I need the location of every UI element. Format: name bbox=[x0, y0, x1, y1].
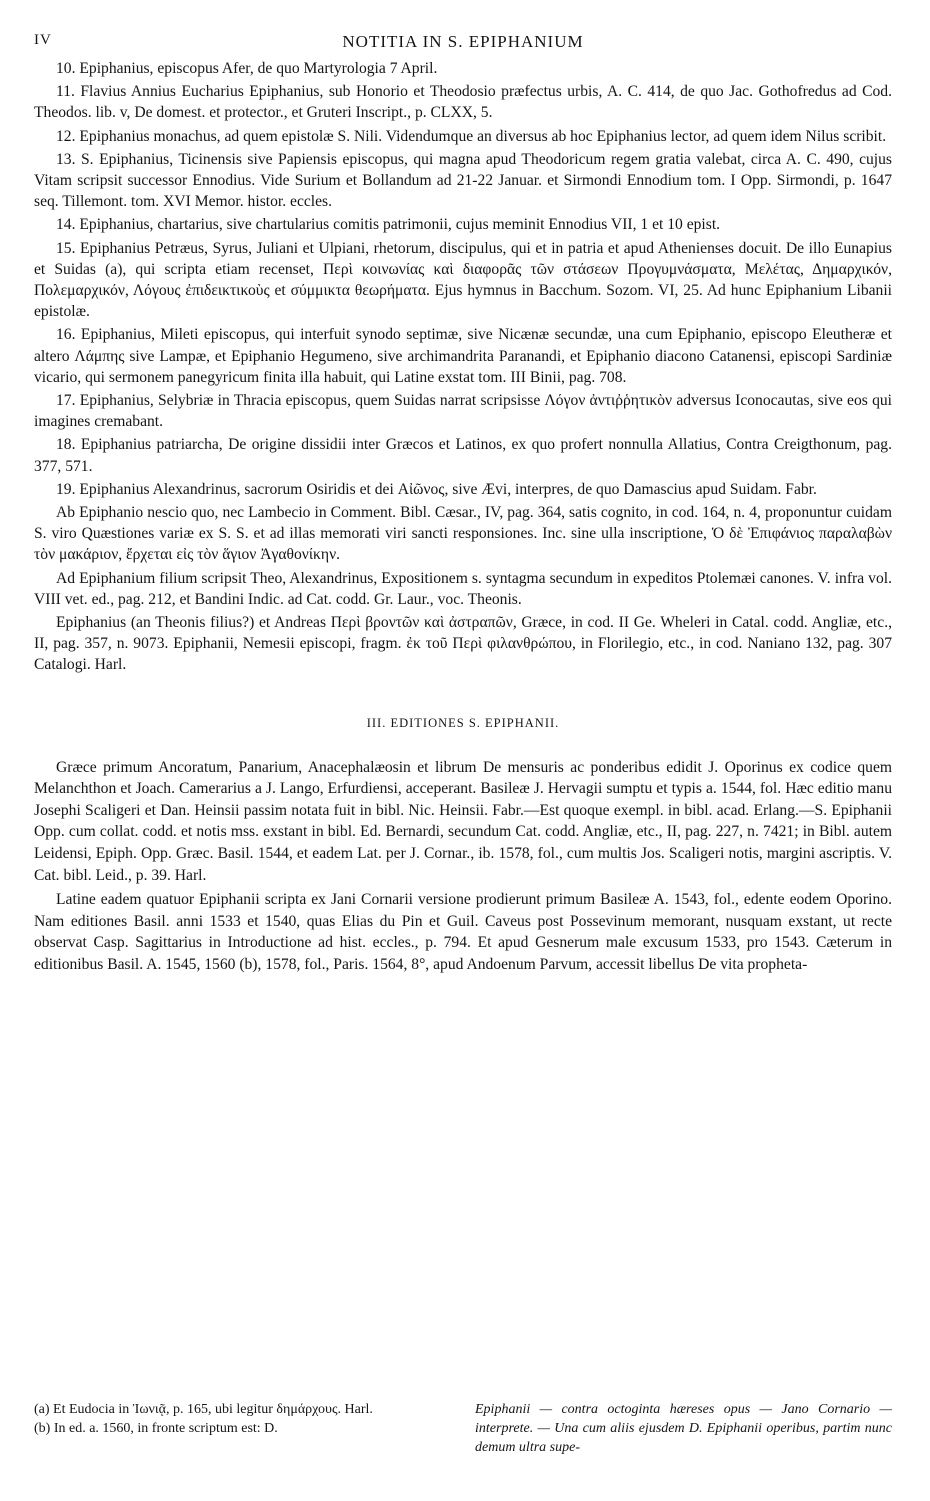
entry-15: 15. Epiphanius Petræus, Syrus, Juliani et Ulpiani, rhetorum, discipulus, qui et in patria et apud Athenienses docuit. De illo Eunapius et Suidas (a), qui scripta etiam recenset, Περὶ κοινωνίας καὶ διαφορᾶς τῶν στάσεων Προγυμνάσματα, Μελέτας, Δημαρχικόν, Πολεμαρχικόν, Λόγους ἐπιδεικτικοὺς et σύμμικτα θεωρήματα. Ejus hymnus in Bacchum. Sozom. VI, 25. Ad hunc Epiphanium Libanii epistolæ. bbox=[34, 239, 892, 321]
page-number: IV bbox=[34, 32, 52, 48]
entry-12: 12. Epiphanius monachus, ad quem epistolæ S. Nili. Videndumque an diversus ab hoc Epiphanius lector, ad quem idem Nilus scribit. bbox=[56, 127, 887, 145]
entry-17: 17. Epiphanius, Selybriæ in Thracia episcopus, quem Suidas narrat scripsisse Λόγον ἀντιῤῥητικὸν adversus Iconocautas, sive eos qui imagines cremabant. bbox=[34, 392, 892, 431]
entry-14: 14. Epiphanius, chartarius, sive chartularius comitis patrimonii, cujus meminit Ennodius VII, 1 et 10 epist. bbox=[56, 216, 721, 234]
entry-19: 19. Epiphanius Alexandrinus, sacrorum Osiridis et dei Αἰῶνος, sive Ævi, interpres, de quo Damascius apud Suidam. Fabr. bbox=[56, 480, 817, 498]
note-lambecius: Ab Epiphanio nescio quo, nec Lambecio in Comment. Bibl. Cæsar., IV, pag. 364, satis cognito, in cod. 164, n. 4, proponuntur cuidam S. viro Quæstiones variæ ex S. S. et ad illas memorati viri sancti responsiones. Inc. sine ulla inscriptione, Ὁ δὲ Ἐπιφάνιος παραλαβὼν τὸν μακάριον, ἔρχεται εἰς τὸν ἅγιον Ἀγαθονίκην. bbox=[34, 504, 892, 564]
footnotes bbox=[34, 1400, 892, 1457]
entry-11: 11. Flavius Annius Eucharius Epiphanius, sub Honorio et Theodosio præfectus urbis, A. C. 414, de quo Jac. Gothofredus ad Cod. Theodos. lib. v, De domest. et protector., et Gruteri Inscript., p. CLXX, 5. bbox=[34, 83, 892, 122]
editions-section bbox=[34, 757, 892, 976]
footnote-b: (b) In ed. a. 1560, in fronte scriptum est: D. bbox=[34, 1421, 278, 1436]
page bbox=[34, 28, 892, 979]
entry-10: 10. Epiphanius, episcopus Afer, de quo Martyrologia 7 April. bbox=[56, 60, 438, 77]
section-heading: III. EDITIONES S. EPIPHANII. bbox=[366, 715, 560, 730]
entry-13: 13. S. Epiphanius, Ticinensis sive Papiensis episcopus, qui magna apud Theodoricum regem gratia valebat, circa A. C. 490, cujus Vitam scripsit successor Ennodius. Vide Surium et Bollandum ad 21-22 Januar. et Sirmondi Ennodium tom. I Opp. Sirmondi, p. 1647 seq. Tillemont. tom. XVI Memor. histor. eccles. bbox=[34, 150, 892, 211]
footnote-a: (a) Et Eudocia in Ἰωνιᾷ, p. 165, ubi legitur δημάρχους. Harl. bbox=[34, 1402, 373, 1417]
editions-paragraph-greek: Græce primum Ancoratum, Panarium, Anacephalæosin et librum De mensuris ac ponderibus edidit J. Oporinus ex codice quem Melanchthon et Joach. Camerarius a J. Lango, Erfurdiensi, acceperant. Basileæ J. Hervagii sumptu et typis a. 1544, fol. Hæc editio manu Josephi Scaligeri et Dan. Heinsii passim notata fuit in bibl. Nic. Heinsii. Fabr.—Est quoque exempl. in bibl. acad. Erlang.—S. Epiphanii Opp. cum collat. codd. et notis mss. exstant in bibl. Ed. Bernardi, secundum Cat. codd. Angliæ, etc., II, pag. 227, n. 7421; in Bibl. autem Leidensi, Epiph. Opp. Græc. Basil. 1544, et eadem Lat. per J. Cornar., ib. 1578, fol., cum multis Jos. Scaligeri notis, margini ascriptis. V. Cat. bibl. Leid., p. 39. Harl. bbox=[34, 758, 892, 884]
footnotes-left-column bbox=[34, 1400, 449, 1457]
entries-list bbox=[34, 58, 892, 676]
entry-16: 16. Epiphanius, Mileti episcopus, qui interfuit synodo septimæ, sive Nicænæ secundæ, una cum Epiphanio, episcopo Eleutheræ et altero Λάμπης sive Lampæ, et Epiphanio Hegumeno, sive archimandrita Paranandi, et Epiphanio diacono Catanensi, episcopi Sardiniæ vicario, qui sermonem panegyricum finita illa habuit, qui Latine exstat tom. III Binii, pag. 708. bbox=[34, 326, 892, 386]
entry-18: 18. Epiphanius patriarcha, De origine dissidii inter Græcos et Latinos, ex quo profert nonnulla Allatius, Contra Creigthonum, pag. 377, 571. bbox=[34, 436, 892, 475]
note-theo: Ad Epiphanium filium scripsit Theo, Alexandrinus, Expositionem s. syntagma secundum in expeditos Ptolemæi canones. V. infra vol. VIII vet. ed., pag. 212, et Bandini Indic. ad Cat. codd. Gr. Laur., voc. Theonis. bbox=[34, 569, 892, 608]
editions-paragraph-latin: Latine eadem quatuor Epiphanii scripta ex Jani Cornarii versione prodierunt primum Basileæ A. 1543, fol., edente eodem Oporino. Nam editiones Basil. anni 1533 et 1540, quas Elias du Pin et Guil. Caveus post Possevinum memorant, nusquam exstant, ut recte observat Casp. Sagittarius in Introductione ad hist. eccles., p. 794. Et apud Gesnerum male excusum 1533, pro 1543. Cæterum in editionibus Basil. A. 1545, 1560 (b), 1578, fol., Paris. 1564, 8°, apud Andoenum Parvum, accessit libellus De vita propheta- bbox=[34, 891, 892, 974]
note-andreas: Epiphanius (an Theonis filius?) et Andreas Περὶ βροντῶν καὶ ἀστραπῶν, Græce, in cod. II Ge. Wheleri in Catal. codd. Angliæ, etc., II, pag. 357, n. 9073. Epiphanii, Nemesii episcopi, fragm. ἐκ τοῦ Περὶ φιλανθρώπου, in Florilegio, etc., in cod. Naniano 132, pag. 307 Catalogi. Harl. bbox=[34, 614, 892, 674]
page-header bbox=[34, 28, 892, 58]
running-title: NOTITIA IN S. EPIPHANIUM bbox=[342, 32, 584, 51]
footnote-b-continuation: Epiphanii — contra octoginta hæreses opus — Jano Cornario — interprete. — Una cum aliis ejusdem D. Epiphanii operibus, partim nunc demum ultra supe- bbox=[475, 1402, 892, 1455]
